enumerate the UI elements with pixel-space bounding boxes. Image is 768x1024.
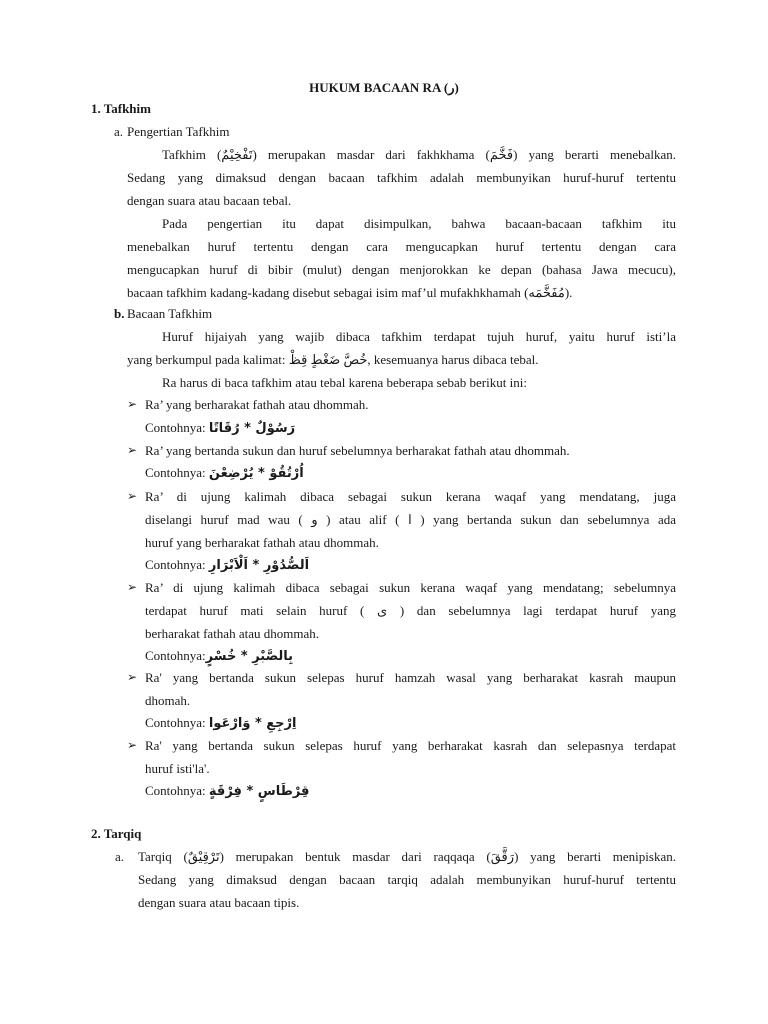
paragraph-line: mengucapkan huruf di bibir (mulut) dengan menjorokkan ke depan (bahasa Jawa mecucu), <box>127 262 676 277</box>
example-label: Contohnya: <box>145 420 209 435</box>
arrow-bullet-icon: ➢ <box>127 397 138 411</box>
paragraph-line: menebalkan huruf tertentu dengan cara mengucapkan huruf tertentu dengan cara <box>127 239 676 254</box>
paragraph-line: dengan suara atau bacaan tebal. <box>127 193 292 208</box>
list-item-cont: huruf isti'la'. <box>145 761 210 776</box>
list-item: Ra' yang bertanda sukun selepas huruf yang berharakat kasrah dan selepasnya terdapat <box>145 738 676 753</box>
arrow-bullet-icon: ➢ <box>127 443 138 457</box>
list-item: Ra’ di ujung kalimah dibaca sebagai sukun kerana waqaf yang mendatang, juga <box>145 489 676 504</box>
example-line <box>145 465 304 482</box>
paragraph-line: yang berkumpul pada kalimat: خُصَّ ضَغْطٍ قِظْ, kesemuanya harus dibaca tebal. <box>127 352 539 367</box>
paragraph-line: Ra harus di baca tafkhim atau tebal karena beberapa sebab berikut ini: <box>162 375 527 390</box>
list-item-cont: berharakat fathah atau dhommah. <box>145 626 319 641</box>
arrow-bullet-icon: ➢ <box>127 489 138 503</box>
arrow-bullet-icon: ➢ <box>127 670 138 684</box>
arabic-example: بِالصَّبْرِ * خُسْرٍ <box>205 649 294 664</box>
list-item-cont: diselangi huruf mad wau ( و ) atau alif ( ا ) yang bertanda sukun dan sebelumnya ada <box>145 512 676 527</box>
paragraph-line: Tarqiq (تَرْقِيْقٌ) merupakan bentuk masdar dari raqqaqa (رَقَّقَ) yang berarti menipiskan. <box>138 849 676 864</box>
example-label: Contohnya: <box>145 715 209 730</box>
section-heading-tarqiq: 2. Tarqiq <box>91 826 142 841</box>
example-line <box>145 783 309 800</box>
subsection-title-bacaan: Bacaan Tafkhim <box>127 306 213 321</box>
list-item: Ra’ di ujung kalimah dibaca sebagai sukun kerana waqaf yang mendatang; sebelumnya <box>145 580 676 595</box>
subsection-label-a: a. <box>114 124 124 139</box>
arabic-example: اَلصُّدُوْرِ * اَلْاَبْرَارِ <box>208 558 310 573</box>
subsection-title-pengertian: Pengertian Tafkhim <box>127 124 230 139</box>
arabic-example: اِرْجِعِ * وَارْعَوا <box>208 716 297 731</box>
paragraph-line: Huruf hijaiyah yang wajib dibaca tafkhim terdapat tujuh huruf, yaitu huruf isti’la <box>162 329 676 344</box>
list-item: Ra’ yang berharakat fathah atau dhommah. <box>145 397 369 412</box>
arabic-example: اُرْتُقُوْ * يُرْضِعْنَ <box>208 466 304 481</box>
list-item-cont: huruf yang berharakat fathah atau dhommah. <box>145 535 379 550</box>
example-label: Contohnya: <box>145 557 209 572</box>
example-line <box>145 648 293 665</box>
list-item-cont: dhomah. <box>145 693 191 708</box>
list-item: Ra' yang bertanda sukun selepas huruf hamzah wasal yang berharakat kasrah maupun <box>145 670 676 685</box>
list-item-cont: terdapat huruf mati selain huruf ( ى ) dan sebelumnya lagi terdapat huruf yang <box>145 603 676 618</box>
paragraph-line: Tafkhim (تَفْخِيْمٌ) merupakan masdar dari fakhkhama (فَخَّمَ) yang berarti menebalkan. <box>162 147 677 162</box>
paragraph-line: bacaan tafkhim kadang-kadang disebut sebagai isim maf’ul mufakhkhamah (مُفَخَّمَه). <box>127 285 573 300</box>
subsection-label-b: b. <box>114 306 125 321</box>
example-line <box>145 420 295 437</box>
example-line <box>145 715 296 732</box>
paragraph-line: dengan suara atau bacaan tipis. <box>138 895 300 910</box>
paragraph-line: Sedang yang dimaksud dengan bacaan tafkhim adalah membunyikan huruf-huruf tertentu <box>127 170 676 185</box>
paragraph-line: Pada pengertian itu dapat disimpulkan, bahwa bacaan-bacaan tafkhim itu <box>162 216 676 231</box>
arabic-example: قِرْطَاسٍ * فِرْقَةٍ <box>208 784 310 799</box>
list-item: Ra’ yang bertanda sukun dan huruf sebelumnya berharakat fathah atau dhommah. <box>145 443 570 458</box>
arrow-bullet-icon: ➢ <box>127 738 138 752</box>
arrow-bullet-icon: ➢ <box>127 580 138 594</box>
page-title: HUKUM BACAAN RA (ر) <box>309 80 459 95</box>
example-label: Contohnya: <box>145 648 206 663</box>
section-heading-tafkhim: 1. Tafkhim <box>91 101 151 116</box>
example-label: Contohnya: <box>145 465 209 480</box>
example-line <box>145 557 309 574</box>
arabic-example: رَسُوْلٌ * رُقَاتًا <box>208 421 296 436</box>
paragraph-line: Sedang yang dimaksud dengan bacaan tarqiq adalah membunyikan huruf-huruf tertentu <box>138 872 676 887</box>
subsection-label-a: a. <box>115 849 125 864</box>
example-label: Contohnya: <box>145 783 209 798</box>
